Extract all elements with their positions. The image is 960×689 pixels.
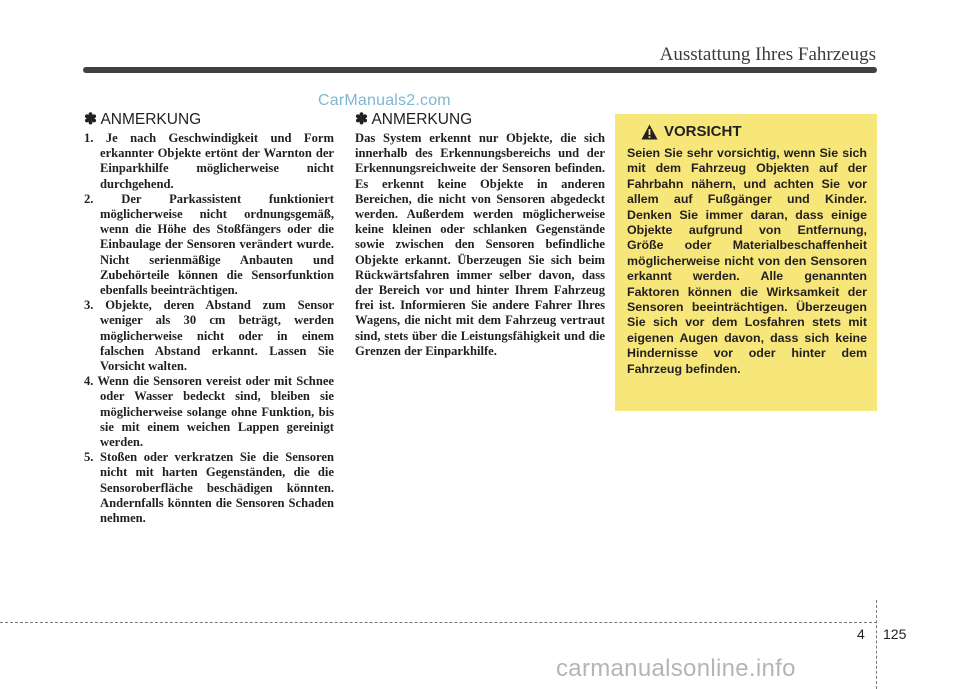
star-icon: ✽: [355, 111, 368, 128]
watermark-top: CarManuals2.com: [318, 92, 451, 109]
note-paragraph: Das System erkennt nur Objekte, die sich innerhalb des Erkennungsbereichs und der Erkennungsreichweite der Sensoren befinden. Es erkennt keine Objekte in anderen Bereichen, die nicht von Sensoren abgedeckt werden. Außerdem werden möglicherweise keine kleinen oder schlanken Gegenstände sowie zwischen den Sensoren befindliche Objekte erkannt. Überzeugen Sie sich beim Rückwärtsfahren immer selber davon, dass der Bereich vor und hinter Ihrem Fahrzeug frei ist. Informieren Sie andere Fahrer Ihres Wagens, die nicht mit dem Fahrzeug vertraut sind, stets über die Leistungsfähigkeit und die Grenzen der Einparkhilfe.: [355, 131, 605, 358]
star-icon: ✽: [84, 111, 97, 128]
caution-heading: [641, 122, 867, 142]
note-column-middle: [355, 111, 605, 359]
note-list: [84, 131, 334, 526]
list-item: 1. Je nach Geschwindigkeit und Form erkannter Objekte ertönt der Warnton der Einparkhilfe möglicherweise nicht durchgehend.: [84, 131, 334, 191]
list-item: 4. Wenn die Sensoren vereist oder mit Schnee oder Wasser bedeckt sind, bleiben sie möglicherweise solange ohne Funktion, bis sie mit einem weichen Lappen gereinigt werden.: [84, 374, 334, 450]
warning-triangle-icon: [641, 124, 658, 140]
note-heading-2: [355, 111, 605, 129]
footer-vertical-divider: [876, 600, 877, 689]
running-header-title: Ausstattung Ihres Fahrzeugs: [659, 44, 876, 65]
note-heading-1: [84, 111, 334, 129]
watermark-bottom: carmanualsonline.info: [556, 655, 796, 682]
note-heading-2-label: ANMERKUNG: [371, 111, 473, 128]
note-column-left: [84, 111, 334, 526]
chapter-number: 4: [857, 626, 865, 642]
footer-divider: [0, 622, 877, 623]
caution-title: VORSICHT: [664, 123, 742, 140]
caution-box: [615, 114, 877, 411]
list-item: 5. Stoßen oder verkratzen Sie die Sensoren nicht mit harten Gegenständen, die die Sensoroberfläche beschädigen könnten. Andernfalls könnten die Sensoren Schaden nehmen.: [84, 450, 334, 526]
page-number: 125: [883, 626, 907, 642]
note-heading-1-label: ANMERKUNG: [100, 111, 202, 128]
caution-text: Seien Sie sehr vorsichtig, wenn Sie sich mit dem Fahrzeug Objekten auf der Fahrbahn nähern, und achten Sie vor allem auf Fußgänger und Kinder. Denken Sie immer daran, dass einige Objekte aufgrund von Entfernung, Größe oder Materialbeschaffenheit möglicherweise nicht von den Sensoren erkannt werden. Alle genannten Faktoren können die Wirksamkeit der Sensoren beeinträchtigen. Überzeugen Sie sich vor dem Losfahren stets mit eigenen Augen davon, dass sich keine Hindernisse vor oder hinter dem Fahrzeug befinden.: [627, 146, 867, 376]
list-item: 3. Objekte, deren Abstand zum Sensor weniger als 30 cm beträgt, werden möglicherweise nicht oder in einem falschen Abstand erkannt. Lassen Sie Vorsicht walten.: [84, 298, 334, 374]
header-rule: [83, 67, 877, 73]
list-item: 2. Der Parkassistent funktioniert möglicherweise nicht ordnungsgemäß, wenn die Höhe des Stoßfängers oder die Einbaulage der Sensoren verändert wurde. Nicht serienmäßige Anbauten und Zubehörteile können die Sensorfunktion ebenfalls beeinträchtigen.: [84, 191, 334, 298]
